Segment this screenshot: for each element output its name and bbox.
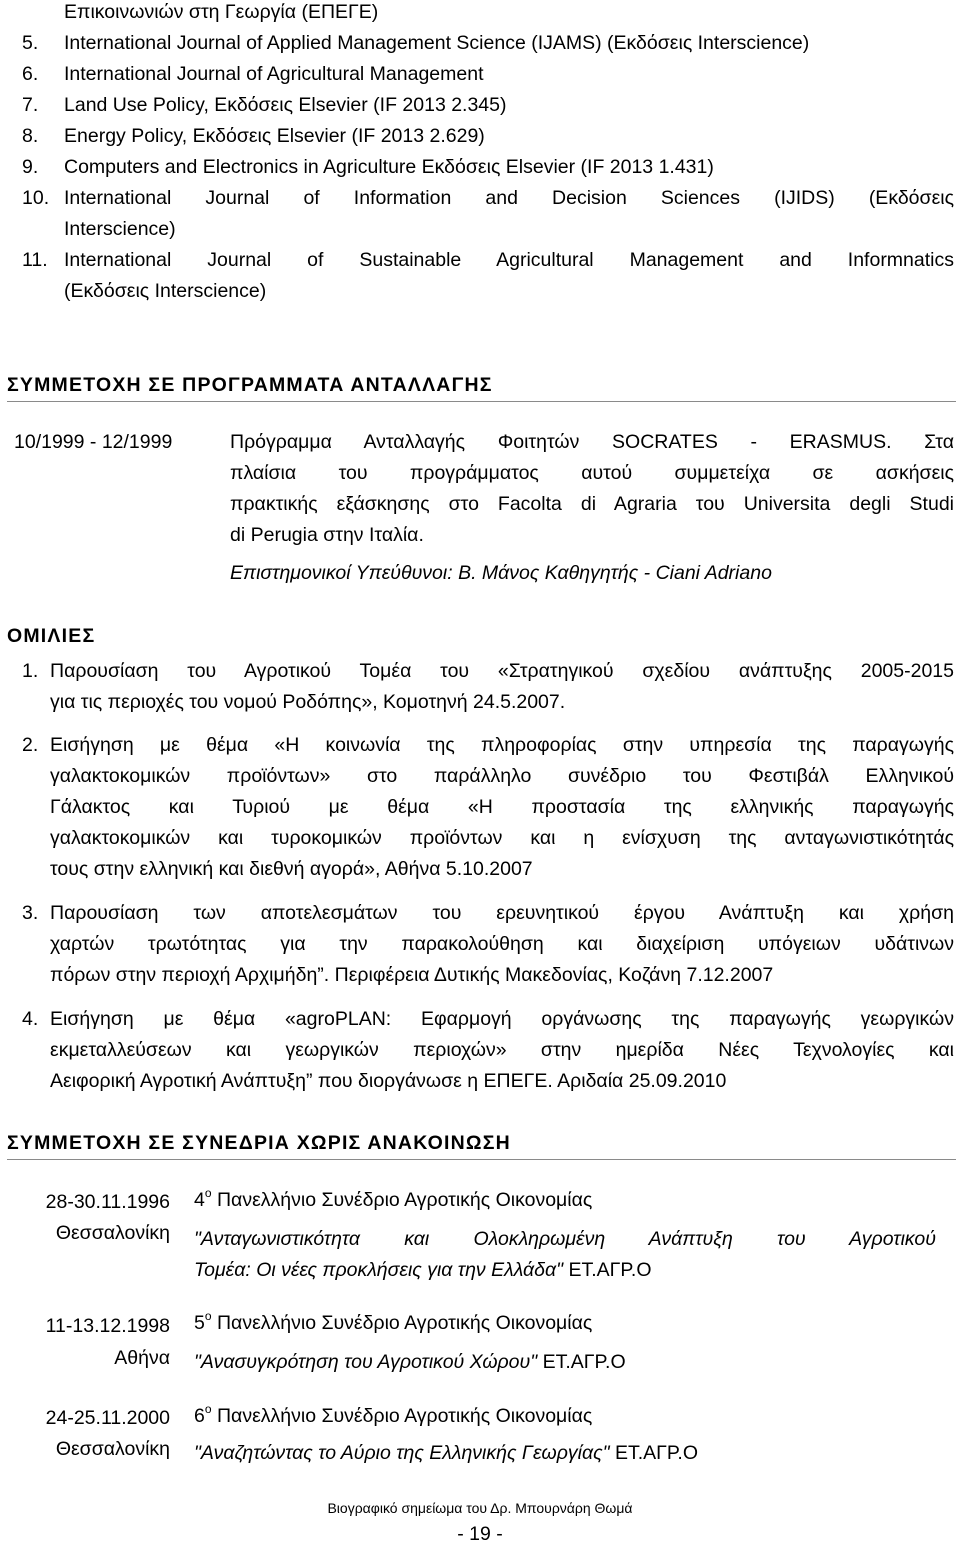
talk-line: γαλακτοκομικών προϊόντων» στο παράλληλο συνέδριο του Φεστιβάλ Ελληνικού [50, 765, 954, 787]
journal-item: Computers and Electronics in Agriculture Εκδόσεις Elsevier (IF 2013 1.431) [64, 156, 714, 178]
talk-line: Παρουσίαση του Αγροτικού Τομέα του «Στρατηγικού σχεδίου ανάπτυξης 2005-2015 [50, 660, 954, 682]
conference-place: Θεσσαλονίκη [55, 1222, 170, 1244]
exchange-period: 10/1999 - 12/1999 [14, 431, 173, 453]
journal-item: International Journal of Sustainable Agricultural Management and Informnatics [64, 249, 954, 271]
section-heading-conferences: ΣΥΜΜΕΤΟΧΗ ΣΕ ΣΥΝΕΔΡΙΑ ΧΩΡΙΣ ΑΝΑΚΟΙΝΩΣΗ [7, 1132, 511, 1154]
journal-item: International Journal of Agricultural Management [64, 63, 484, 85]
exchange-description-line: di Perugia στην Ιταλία. [230, 524, 424, 546]
section-heading-exchange: ΣΥΜΜΕΤΟΧΗ ΣΕ ΠΡΟΓΡΑΜΜΑΤΑ ΑΝΤΑΛΛΑΓΗΣ [7, 374, 493, 396]
journal-item: Energy Policy, Εκδόσεις Elsevier (IF 2013 2.629) [64, 125, 485, 147]
talk-line: Παρουσίαση των αποτελεσμάτων του ερευνητικού έργου Ανάπτυξη και χρήση [50, 902, 954, 924]
conference-title: $5^o$ Πανελλήνιο Συνέδριο Αγροτικής Οικονομίας [194, 1308, 593, 1334]
conference-title: $6^o$ Πανελλήνιο Συνέδριο Αγροτικής Οικονομίας [194, 1401, 593, 1427]
talk-line: Εισήγηση με θέμα «Η κοινωνία της πληροφορίας στην υπηρεσία της παραγωγής [50, 734, 954, 756]
exchange-description-line: πλαίσια του προγράμματος αυτού συμμετείχα σε ασκήσεις [230, 462, 954, 484]
list-number: 4. [22, 1008, 39, 1030]
talk-line: Εισήγηση με θέμα «agroPLAN: Εφαρμογή οργάνωσης της παραγωγής γεωργικών [50, 1008, 954, 1030]
conference-date: 28-30.11.1996 [45, 1191, 170, 1213]
conference-theme-end: Τομέα: Οι νέες προκλήσεις για την Ελλάδα" ΕΤ.ΑΓΡ.Ο [194, 1259, 652, 1281]
journal-list-continuation: Επικοινωνιών στη Γεωργία (ΕΠΕΓΕ) [64, 1, 379, 23]
list-number: 6. [22, 63, 39, 85]
conference-date: 11-13.12.1998 [45, 1315, 170, 1337]
page-number: - 19 - [457, 1523, 503, 1545]
section-divider [7, 401, 956, 402]
journal-item-continuation: (Εκδόσεις Interscience) [64, 280, 267, 302]
list-number: 2. [22, 734, 39, 756]
exchange-description-line: πρακτικής εξάσκησης στο Facolta di Agraria του Universita degli Studi [230, 493, 954, 515]
page-footer-caption: Βιογραφικό σημείωμα του Δρ. Μπουρνάρη Θωμά [327, 1500, 633, 1516]
journal-item: International Journal of Information and Decision Sciences (IJIDS) (Εκδόσεις [64, 187, 954, 209]
list-number: 10. [22, 187, 50, 209]
talk-line: Αειφορική Αγροτική Ανάπτυξη” που διοργάνωσε η ΕΠΕΓΕ. Αριδαία 25.09.2010 [50, 1070, 727, 1092]
exchange-supervisors: Επιστημονικοί Υπεύθυνοι: Β. Μάνος Καθηγητής - Ciani Adriano [230, 562, 772, 584]
conference-theme: "Ανταγωνιστικότητα και Ολοκληρωμένη Ανάπτυξη του Αγροτικού [194, 1228, 936, 1250]
list-number: 11. [22, 249, 48, 271]
conference-title: $4^o$ Πανελλήνιο Συνέδριο Αγροτικής Οικονομίας [194, 1185, 593, 1211]
talk-line: χαρτών τρωτότητας για την παρακολούθηση και διαχείριση υπόγειων υδάτινων [50, 933, 954, 955]
conference-place: Θεσσαλονίκη [55, 1438, 170, 1460]
conference-theme: "Ανασυγκρότηση του Αγροτικού Χώρου" ΕΤ.ΑΓΡ.Ο [194, 1351, 626, 1373]
list-number: 3. [22, 902, 39, 924]
journal-item-continuation: Interscience) [64, 218, 176, 240]
list-number: 9. [22, 156, 39, 178]
section-heading-talks: ΟΜΙΛΙΕΣ [7, 625, 96, 647]
talk-line: για τις περιοχές του νομού Ροδόπης», Κομοτηνή 24.5.2007. [50, 691, 566, 713]
talk-line: Γάλακτος και Τυριού με θέμα «Η προστασία της ελληνικής παραγωγής [50, 796, 954, 818]
list-number: 1. [22, 660, 39, 682]
conference-place: Αθήνα [114, 1347, 170, 1369]
conference-date: 24-25.11.2000 [45, 1407, 170, 1429]
section-divider [7, 1159, 956, 1160]
list-number: 7. [22, 94, 39, 116]
talk-line: πόρων στην περιοχή Αρχιμήδη”. Περιφέρεια Δυτικής Μακεδονίας, Κοζάνη 7.12.2007 [50, 964, 774, 986]
talk-line: γαλακτοκομικών και τυροκομικών προϊόντων και η ενίσχυση της ανταγωνιστικότητάς [50, 827, 954, 849]
talk-line: τους στην ελληνική και διεθνή αγορά», Αθήνα 5.10.2007 [50, 858, 533, 880]
journal-item: Land Use Policy, Εκδόσεις Elsevier (IF 2013 2.345) [64, 94, 507, 116]
talk-line: εκμεταλλεύσεων και γεωργικών περιοχών» στην ημερίδα Νέες Τεχνολογίες και [50, 1039, 954, 1061]
list-number: 8. [22, 125, 39, 147]
conference-theme: "Αναζητώντας το Αύριο της Ελληνικής Γεωργίας" ΕΤ.ΑΓΡ.Ο [194, 1442, 698, 1464]
list-number: 5. [22, 32, 39, 54]
exchange-description-line: Πρόγραμμα Ανταλλαγής Φοιτητών SOCRATES - ERASMUS. Στα [230, 431, 954, 453]
journal-item: International Journal of Applied Management Science (IJAMS) (Εκδόσεις Interscience) [64, 32, 810, 54]
